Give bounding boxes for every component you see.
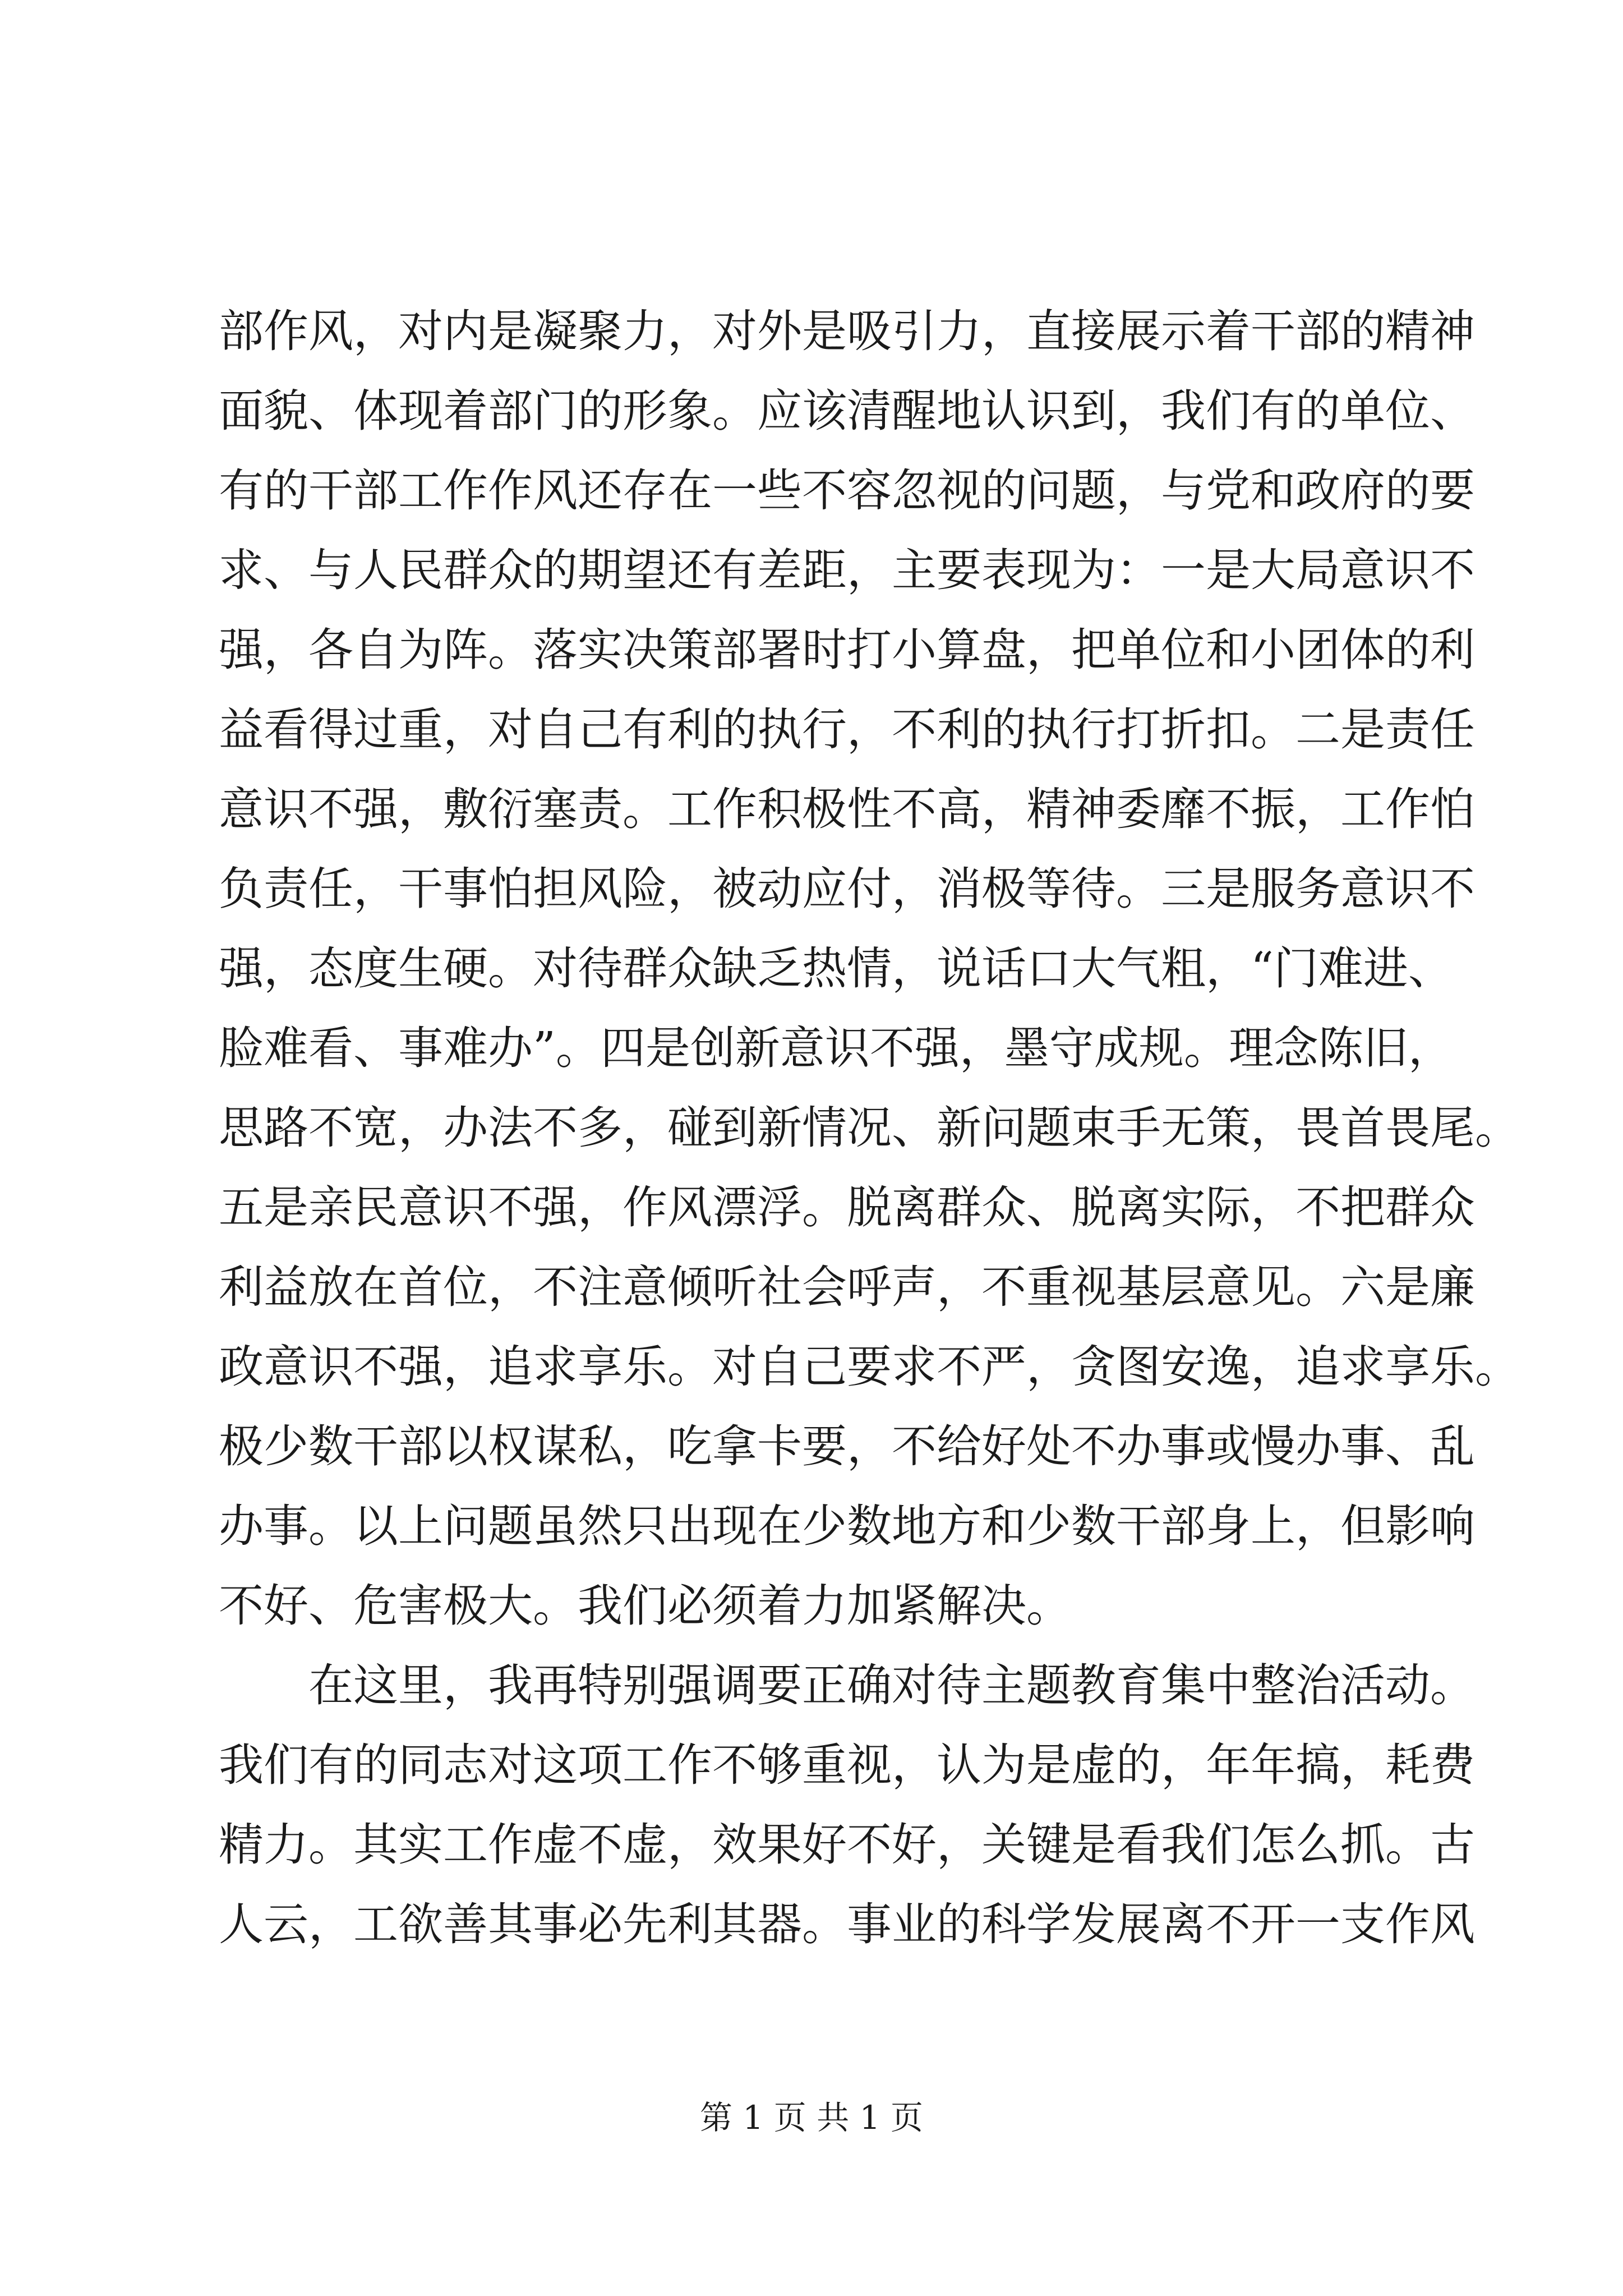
text-line: 强，各自为阵。落实决策部署时打小算盘，把单位和小团体的利 — [219, 624, 1475, 676]
text-line: 思路不宽，办法不多，碰到新情况、新问题束手无策，畏首畏尾。 — [219, 1102, 1520, 1154]
text-line: 负责任，干事怕担风险，被动应付，消极等待。三是服务意识不 — [219, 863, 1475, 915]
page-footer — [0, 2098, 1623, 2137]
text-line: 极少数干部以权谋私，吃拿卡要，不给好处不办事或慢办事、乱 — [219, 1420, 1475, 1473]
text-line: 五是亲民意识不强，作风漂浮。脱离群众、脱离实际，不把群众 — [219, 1181, 1475, 1234]
text-line: 有的干部工作作风还存在一些不容忽视的问题，与党和政府的要 — [219, 464, 1475, 517]
text-line: 利益放在首位，不注意倾听社会呼声，不重视基层意见。六是廉 — [219, 1261, 1475, 1313]
page-number-label: 第 1 页 共 1 页 — [700, 2099, 923, 2137]
text-line: 求、与人民群众的期望还有差距，主要表现为：一是大局意识不 — [219, 544, 1475, 596]
text-line: 精力。其实工作虚不虚，效果好不好，关键是看我们怎么抓。古 — [219, 1819, 1475, 1871]
text-line: 办事。以上问题虽然只出现在少数地方和少数干部身上，但影响 — [219, 1500, 1475, 1552]
text-line: 面貌、体现着部门的形象。应该清醒地认识到，我们有的单位、 — [219, 385, 1475, 437]
paragraph — [219, 292, 1520, 1646]
text-line: 政意识不强，追求享乐。对自己要求不严，贪图安逸，追求享乐。 — [219, 1341, 1520, 1393]
text-line: 在这里，我再特别强调要正确对待主题教育集中整治活动。 — [308, 1659, 1475, 1711]
text-line: 益看得过重，对自己有利的执行，不利的执行打折扣。二是责任 — [219, 703, 1475, 756]
text-line: 强，态度生硬。对待群众缺乏热情，说话口大气粗，“门难进、 — [219, 942, 1453, 995]
text-line: 脸难看、事难办”。四是创新意识不强，墨守成规。理念陈旧， — [219, 1022, 1453, 1074]
paragraph — [219, 1646, 1475, 1964]
text-line: 部作风，对内是凝聚力，对外是吸引力，直接展示着干部的精神 — [219, 305, 1475, 357]
text-line: 意识不强，敷衍塞责。工作积极性不高，精神委靡不振，工作怕 — [219, 783, 1475, 835]
text-line: 人云，工欲善其事必先利其器。事业的科学发展离不开一支作风 — [219, 1898, 1475, 1950]
text-line: 我们有的同志对这项工作不够重视，认为是虚的，年年搞，耗费 — [219, 1739, 1475, 1791]
document-body — [219, 292, 1520, 1964]
text-line: 不好、危害极大。我们必须着力加紧解决。 — [219, 1580, 1071, 1632]
